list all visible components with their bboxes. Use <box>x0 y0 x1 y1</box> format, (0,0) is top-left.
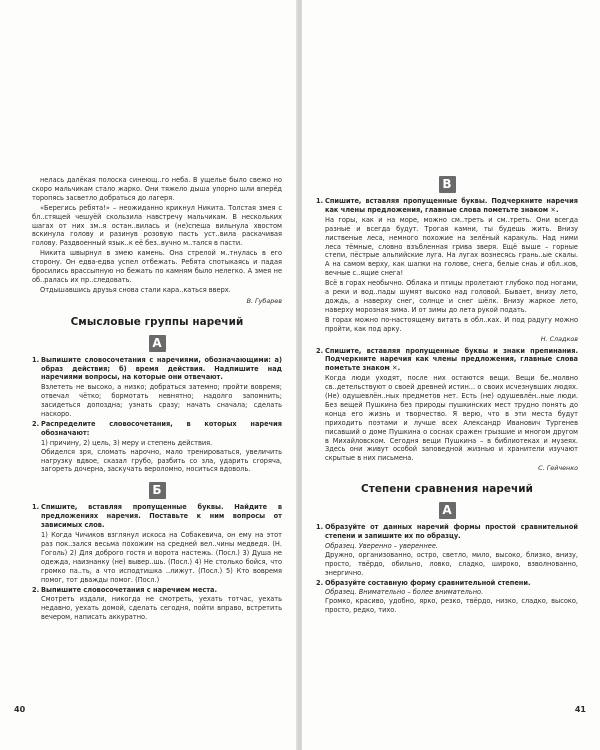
exercise-number: 1. <box>316 523 324 532</box>
left-page-content <box>32 176 282 623</box>
exercise-3-sample <box>316 542 578 551</box>
exercise-number: 2. <box>32 585 40 594</box>
exercise-instruction: Спишите, вставляя пропущенные буквы. Подчеркните наречия как члены предложения, главные слова пометьте знаком ✕. <box>325 197 578 214</box>
exercise-2-body: Когда люди уходят, после них остаются вещи. Вещи бе..молвно св..детельствуют о своей древней истин... о своих исчезнувших людях. (Не) одушевлён..ных предметов нет. Есть (не) одушевлён..ные люди. Без вещей Пушкина без природы пушкинских мест трудно понять до конца его жизнь и творчество. Я верю, что в эти места будут приходить поэтами и лучше всех Александр Иванович Тургенев писавший о доме Пушкина о соснах сражен грызшие и многом другом в Михайловском. Сегодня вещи Пушкина – в библиотеках и музеях. Здесь они живут особой заповедной жизнью и хранители изучают скрытые в них письмена. <box>325 374 578 463</box>
story-paragraph-2: «Берегись ребята!» – неожиданно крикнул Никита. Толстая змея с бл..стящей чешуёй скользила навстречу мальчикам. В нескольких шагах от них зм..я остан..вилась и (не)спеша вильнула хвостом вскинула голову и разинув розовую пасть уст..вила раскачивая голову. Раздвоенный язык..к её без..вучно м..тался в пасти. <box>32 203 282 248</box>
exercise-number: 1. <box>32 355 40 364</box>
level-v-badge: В <box>439 176 456 193</box>
exercise-3 <box>32 503 282 530</box>
story-author: В. Губарев <box>246 296 282 305</box>
sample-label: Образец. <box>325 541 357 550</box>
exercise-4-body: Громко, красиво, удобно, ярко, резко, твёрдо, низко, сладко, высоко, просто, редко, тихо. <box>325 597 578 615</box>
level-b-badge: Б <box>149 482 166 499</box>
exercise-number: 2. <box>32 419 40 428</box>
exercise-instruction: Распределите словосочетания, в которых наречия обозначают: <box>41 419 282 437</box>
page-number-left: 40 <box>14 705 26 714</box>
exercise-number: 2. <box>316 578 324 587</box>
exercise-1-paragraph-3: В горах можно по-настоящему витать в обл..ках. И под радугу можно пройти, как под арку. <box>325 315 578 333</box>
exercise-4-sample <box>316 588 578 597</box>
exercise-3 <box>316 523 578 541</box>
exercise-3-body: 1) Когда Чичиков взглянул искоса на Собакевича, он ему на этот раз пок..зался весьма похожим на средней вел..чины медведя. (Н. Гоголь) 2) Для доброго гостя и ворота настежь. (Посл.) 3) Душа не одежда, наизнанку (не) вывер..шь. (Посл.) 4) Не столько бойся, что громко па..ть, а что исподтишка ..лижут. (Посл.) 5) Кто вовремя помог, тот дважды помог. (Посл.) <box>41 531 282 584</box>
sample-text: Внимательно – более внимательно. <box>358 588 484 597</box>
exercise-4 <box>316 579 578 588</box>
left-page <box>0 0 298 750</box>
exercise-2 <box>32 420 282 438</box>
exercise-instruction: Образуйте от данных наречий формы простой сравнительной степени и запишите их по образцу. <box>325 523 578 540</box>
exercise-2-body: Обиделся зря, сломать нарочно, мало тренироваться, увеличить нагрузку вдвое, сказал грубо, разбить со зла, ударить сгоряча, загореть дочерна, заскучать вероломно, носиться вдоволь. <box>41 447 282 474</box>
right-page-content <box>316 176 578 616</box>
section-title-adverb-groups: Смысловые группы наречий <box>70 315 244 328</box>
level-a-badge: А <box>439 502 456 519</box>
right-page <box>302 0 600 750</box>
level-a-badge: А <box>149 335 166 352</box>
exercise-instruction: Спишите, вставляя пропущенные буквы. Найдите в предложениях наречия. Поставьте к ним вопросы от зависимых слов. <box>41 503 282 530</box>
exercise-2 <box>316 347 578 374</box>
exercise-instruction: Образуйте составную форму сравнительной степени. <box>325 578 531 587</box>
sample-label: Образец. <box>325 588 357 597</box>
exercise-2-author: С. Гейченко <box>538 464 578 473</box>
story-paragraph-4: Отдышавшись друзья снова стали кара..каться вверх. <box>40 285 231 294</box>
story-paragraph-1: нелась далёкая полоска синеющ..го неба. В ущелье было свежо но скоро мальчикам стало жарко. Они тяжело дыша упорно шли вперёд торопясь засветло добраться до лагеря. <box>32 176 282 202</box>
exercise-2-options: 1) причину, 2) цель, 3) меру и степень действия. <box>41 438 213 447</box>
exercise-1 <box>316 197 578 215</box>
exercise-instruction: Выпишите словосочетания с наречием места. <box>41 585 218 594</box>
exercise-instruction: Выпишите словосочетания с наречиями, обозначающими: а) образ действия; б) время действия. Надпишите над наречиями вопросы, на которые они отвечают. <box>41 355 282 382</box>
exercise-1-author: Н. Сладков <box>540 334 578 343</box>
exercise-1-paragraph-2: Всё в горах необычно. Облака и птицы пролетают глубоко под ногами, а реки и вод..пады шумят высоко над головой. Бывает, внизу лето, дождь, а наверху снег, солнце и снег шёлк. Внизу жаркое лето, наверху морозная зима. И от зимы до лета рукой подать. <box>325 279 578 314</box>
exercise-number: 1. <box>32 503 40 512</box>
exercise-1-body: Взлететь не высоко, а низко; добраться затемно; пройти вовремя; отвечал чётко; бормотать невнятно; надолго запомнить; засидеться допоздна; узнать сразу; начать сначала; сделать наскоро. <box>41 383 282 419</box>
exercise-number: 1. <box>316 197 324 205</box>
exercise-1-paragraph-1: На горы, как и на море, можно см..треть и см..треть. Они всегда разные и всегда будут. Трогая камни, ты будешь жить. Внизу лиственые леса, немного похожие на зелёный каракуль. Над ними леса тёмные, словно взъбленная грива зверя. Ещё выше – горные степи, пёстрые альпийские луга. На лугах вознесясь грань..ые скалы. А на самом верху, как шапки на голове, снега, белые снаь и обл..ков, вечные с..ящие снега! <box>325 215 578 278</box>
exercise-4-body: Смотреть издали, никогда не смотреть, уехать тотчас, уехать недавно, уехать домой, сделать сегодня, пойти вправо, встретить вечером, написать аккуратно. <box>41 595 282 622</box>
exercise-1 <box>32 356 282 383</box>
sample-text: Уверенно – увереннее. <box>358 541 439 550</box>
page-number-right: 41 <box>574 705 586 714</box>
story-paragraph-3: Никита швырнул в змею камень. Она стрелой м..тнулась в его сторону. Он едва-едва успел отбежать. Ребята спотыкаясь и падая бросились врассыпную но бежать по камням было нелегко. А змея не об..ралась их пр..следовать. <box>32 249 282 284</box>
exercise-instruction: Спишите, вставляя пропущенные буквы и знаки препинания. Подчеркните наречия как члены предложения, главные слова пометьте знаком ✕. <box>325 346 578 373</box>
exercise-4 <box>32 586 282 595</box>
exercise-number: 2. <box>316 346 324 355</box>
section-title-comparison: Степени сравнения наречий <box>360 483 534 496</box>
exercise-3-body: Дружно, организованно, остро, светло, мило, высоко, близко, внизу, просто, твёрдо, обильно, ловко, сладко, широко, взволнованно, энергично. <box>325 550 578 577</box>
